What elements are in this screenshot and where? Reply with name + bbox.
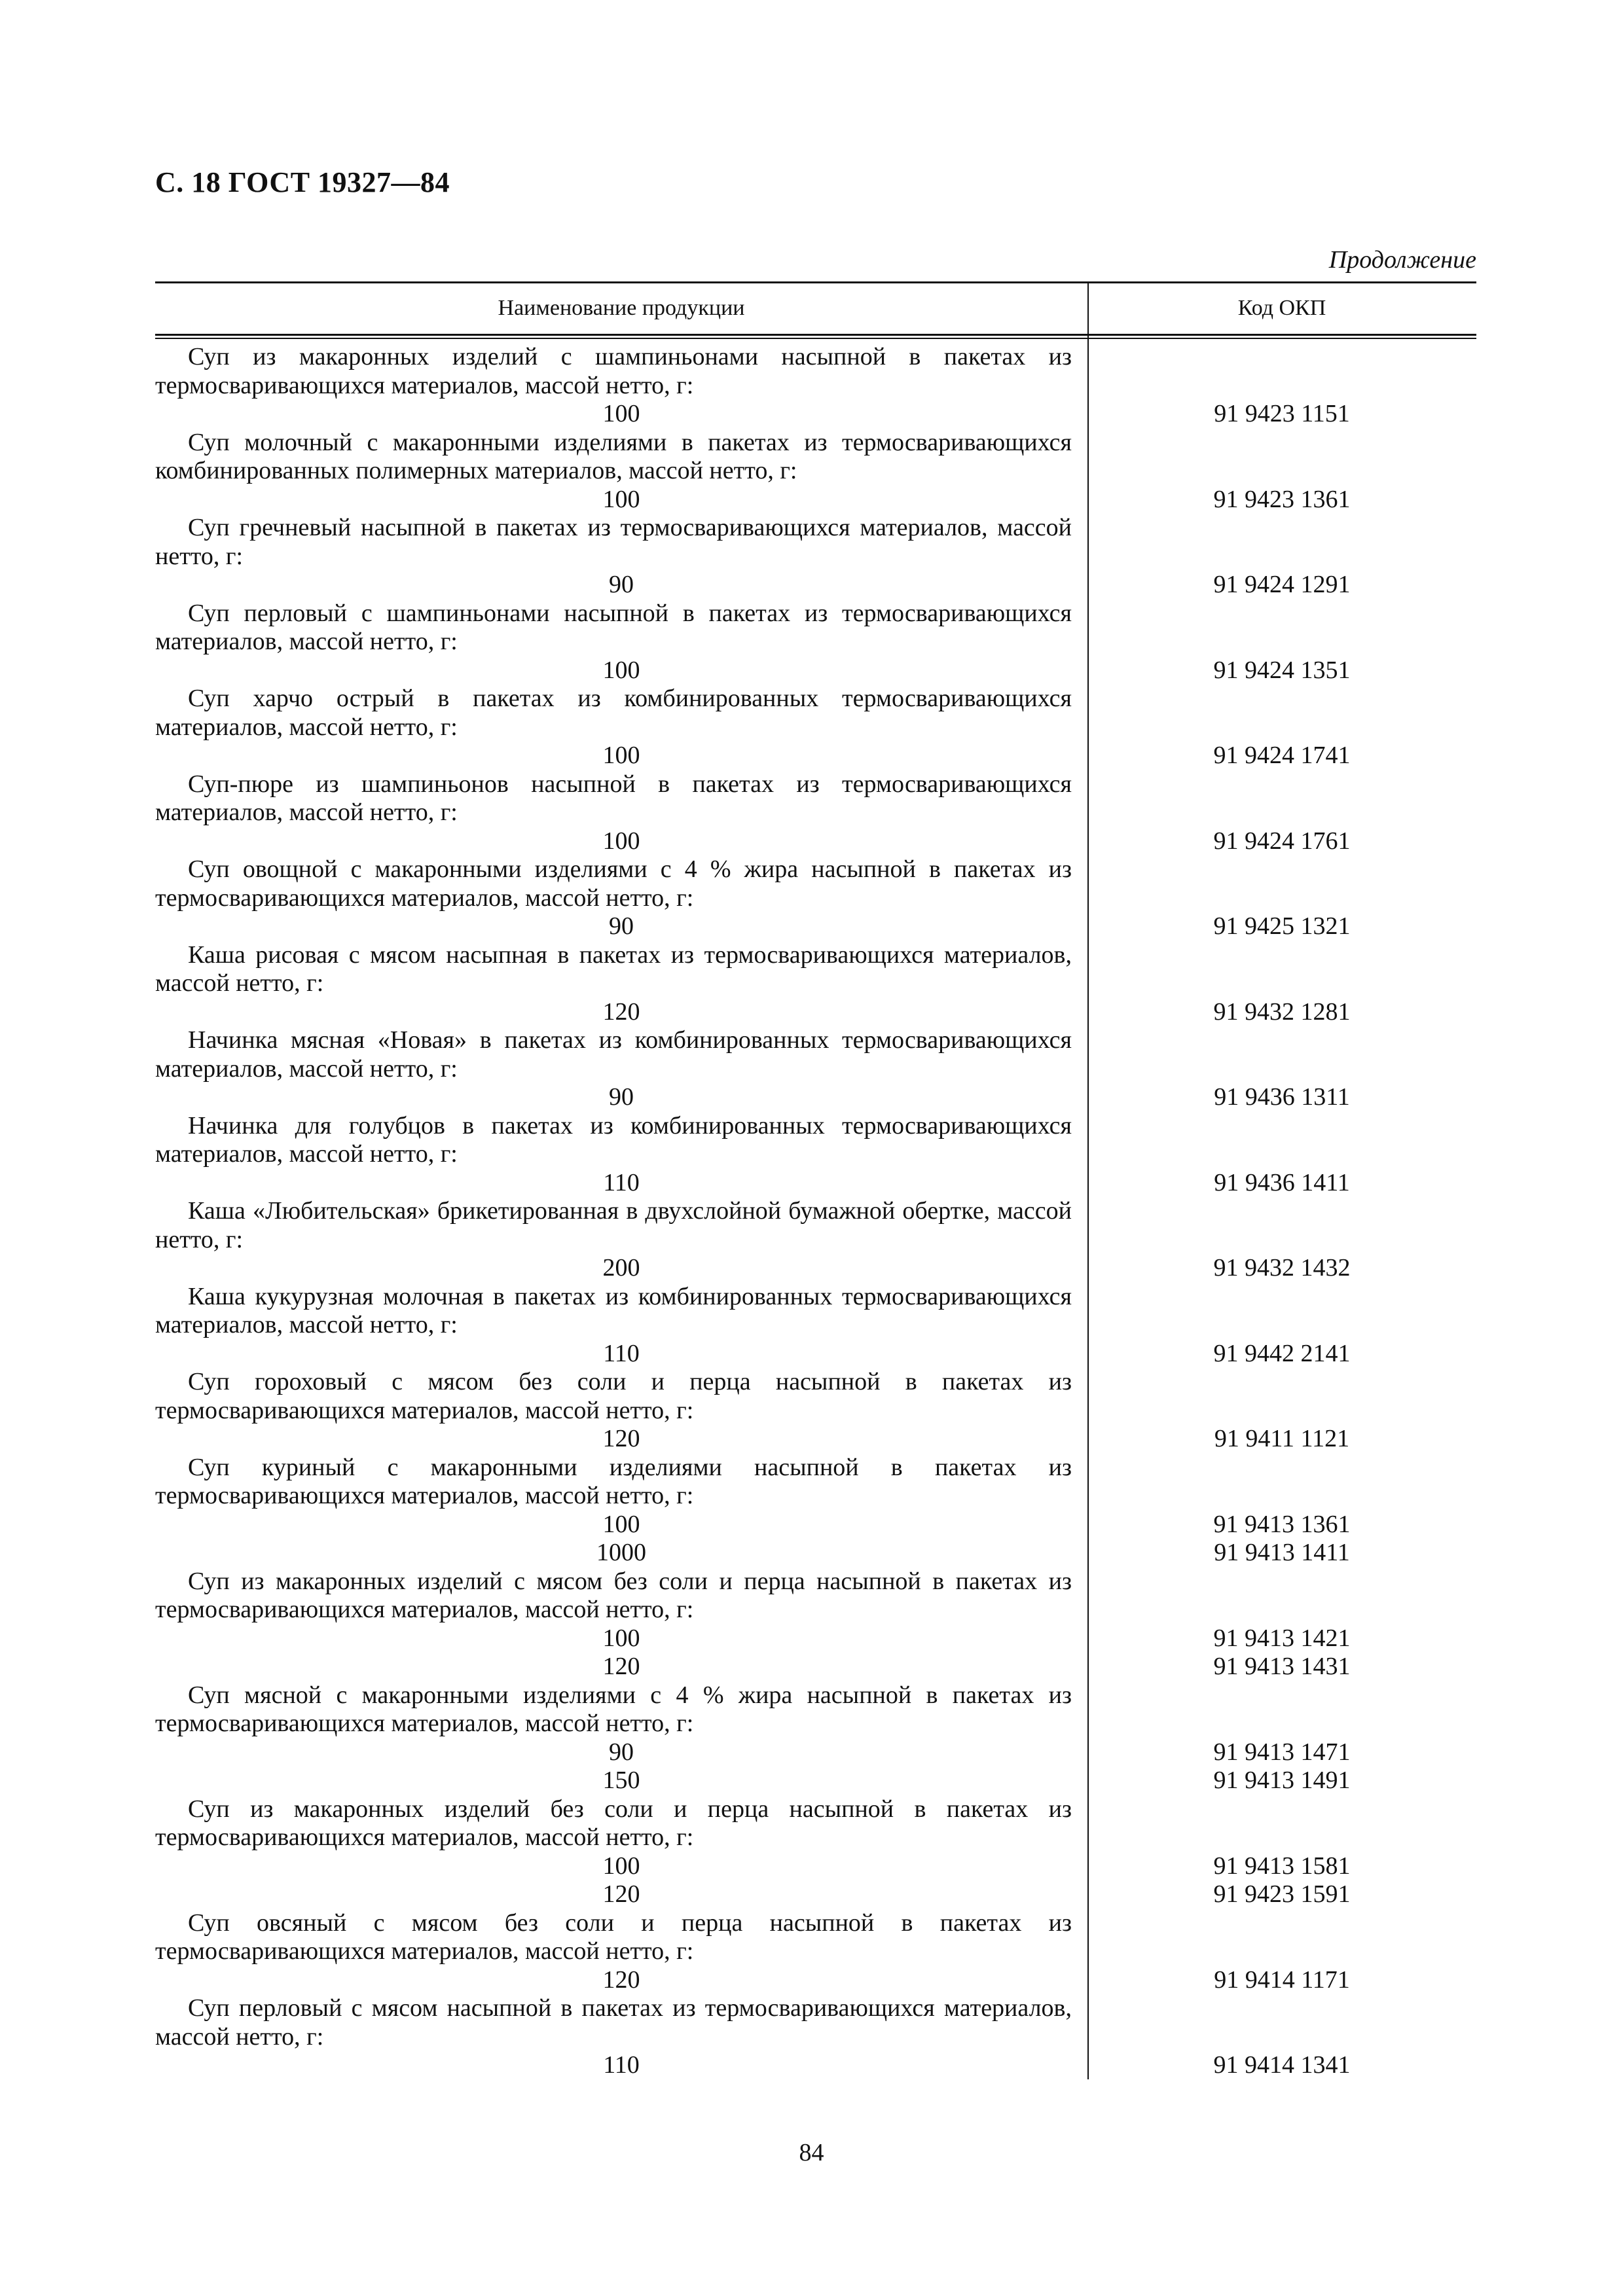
mass-code-line (155, 1624, 1476, 1653)
net-mass-value: 100 (602, 742, 640, 769)
mass-code-line (155, 998, 1476, 1027)
product-description: Каша рисовая с мясом насыпная в пакетах из термосваривающихся материалов, массой нетто, г: (155, 941, 1072, 997)
mass-code-line (155, 571, 1476, 600)
okp-code: 91 9413 1491 (1213, 1767, 1351, 1794)
continuation-label: Продолжение (1328, 246, 1476, 274)
table-row (155, 1026, 1476, 1112)
mass-code-line (155, 1511, 1476, 1539)
product-description: Суп гороховый с мясом без соли и перца насыпной в пакетах из термосваривающихся материалов, массой нетто, г: (155, 1368, 1072, 1424)
net-mass-value: 120 (602, 1425, 640, 1452)
mass-code-line (155, 1653, 1476, 1681)
header-rule-double (155, 338, 1476, 339)
okp-code: 91 9423 1591 (1213, 1880, 1351, 1908)
okp-code: 91 9424 1291 (1213, 571, 1351, 598)
net-mass-value: 120 (602, 1653, 640, 1680)
table-row (155, 1795, 1476, 1909)
page-number: 84 (799, 2139, 824, 2166)
okp-code: 91 9413 1581 (1213, 1852, 1351, 1880)
okp-code: 91 9424 1741 (1213, 742, 1351, 769)
table-row (155, 600, 1476, 685)
product-description: Суп харчо острый в пакетах из комбинированных термосваривающихся материалов, массой нетто, г: (155, 685, 1072, 741)
product-description: Суп из макаронных изделий с шампиньонами насыпной в пакетах из термосваривающихся материалов, массой нетто, г: (155, 343, 1072, 399)
product-description: Суп-пюре из шампиньонов насыпной в пакетах из термосваривающихся материалов, массой нетто, г: (155, 770, 1072, 826)
mass-code-line (155, 400, 1476, 429)
mass-code-line (155, 1254, 1476, 1283)
table-row (155, 1681, 1476, 1795)
okp-code: 91 9413 1411 (1214, 1539, 1350, 1566)
page-header: С. 18 ГОСТ 19327—84 (155, 166, 450, 198)
product-description: Суп куриный с макаронными изделиями насыпной в пакетах из термосваривающихся материалов, массой нетто, г: (155, 1453, 1072, 1509)
product-description: Суп перловый с шампиньонами насыпной в пакетах из термосваривающихся материалов, массой нетто, г: (155, 599, 1072, 655)
okp-code: 91 9413 1421 (1213, 1624, 1351, 1652)
product-description: Суп молочный с макаронными изделиями в пакетах из термосваривающихся комбинированных полимерных материалов, массой нетто, г: (155, 428, 1072, 484)
table-row (155, 1568, 1476, 1681)
header-rule (155, 334, 1476, 336)
table-row (155, 1454, 1476, 1568)
table-row (155, 685, 1476, 770)
okp-code: 91 9432 1432 (1213, 1254, 1351, 1282)
mass-code-line (155, 1880, 1476, 1909)
product-description: Суп из макаронных изделий с мясом без соли и перца насыпной в пакетах из термосваривающихся материалов, массой нетто, г: (155, 1567, 1072, 1623)
okp-code: 91 9424 1761 (1213, 827, 1351, 855)
product-description: Начинка мясная «Новая» в пакетах из комбинированных термосваривающихся материалов, массой нетто, г: (155, 1026, 1072, 1083)
product-code-table (155, 281, 1476, 2079)
table-row (155, 429, 1476, 514)
product-description: Суп мясной с макаронными изделиями с 4 % жира насыпной в пакетах из термосваривающихся материалов, массой нетто, г: (155, 1681, 1072, 1737)
product-description: Суп овсяный с мясом без соли и перца насыпной в пакетах из термосваривающихся материалов, массой нетто, г: (155, 1909, 1072, 1965)
header-okp-code: Код ОКП (1237, 296, 1326, 320)
net-mass-value: 110 (603, 1168, 640, 1196)
okp-code: 91 9413 1431 (1213, 1653, 1351, 1680)
mass-code-line (155, 1738, 1476, 1767)
mass-code-line (155, 1852, 1476, 1881)
product-description: Начинка для голубцов в пакетах из комбинированных термосваривающихся материалов, массой нетто, г: (155, 1111, 1072, 1168)
net-mass-value: 110 (603, 1339, 640, 1367)
mass-code-line (155, 1340, 1476, 1369)
net-mass-value: 120 (602, 1880, 640, 1908)
okp-code: 91 9413 1361 (1213, 1510, 1351, 1538)
mass-code-line (155, 656, 1476, 685)
table-row (155, 941, 1476, 1027)
net-mass-value: 100 (602, 1852, 640, 1880)
table-row (155, 1197, 1476, 1283)
product-description: Суп гречневый насыпной в пакетах из термосваривающихся материалов, массой нетто, г: (155, 514, 1072, 570)
header-product-name: Наименование продукции (498, 296, 745, 320)
product-description: Каша «Любительская» брикетированная в двухслойной бумажной обертке, массой нетто, г: (155, 1197, 1072, 1253)
net-mass-value: 90 (609, 1738, 634, 1766)
net-mass-value: 100 (602, 656, 640, 684)
okp-code: 91 9436 1411 (1214, 1168, 1350, 1196)
mass-code-line (155, 1425, 1476, 1454)
okp-code: 91 9436 1311 (1214, 1083, 1350, 1111)
mass-code-line (155, 1767, 1476, 1795)
net-mass-value: 90 (609, 571, 634, 598)
table-row (155, 514, 1476, 600)
net-mass-value: 1000 (596, 1539, 646, 1566)
okp-code: 91 9442 2141 (1213, 1339, 1351, 1367)
net-mass-value: 150 (602, 1767, 640, 1794)
net-mass-value: 110 (603, 2051, 640, 2079)
table-row (155, 1283, 1476, 1369)
net-mass-value: 200 (602, 1254, 640, 1282)
net-mass-value: 120 (602, 997, 640, 1026)
okp-code: 91 9411 1121 (1214, 1425, 1350, 1452)
product-description: Суп из макаронных изделий без соли и перца насыпной в пакетах из термосваривающихся материалов, массой нетто, г: (155, 1795, 1072, 1851)
net-mass-value: 90 (609, 912, 634, 940)
okp-code: 91 9413 1471 (1213, 1738, 1351, 1766)
mass-code-line (155, 1083, 1476, 1112)
net-mass-value: 100 (602, 1624, 640, 1652)
okp-code: 91 9432 1281 (1213, 997, 1351, 1026)
net-mass-value: 90 (609, 1083, 634, 1111)
product-description: Каша кукурузная молочная в пакетах из комбинированных термосваривающихся материалов, массой нетто, г: (155, 1282, 1072, 1338)
table-row (155, 1112, 1476, 1198)
mass-code-line (155, 2051, 1476, 2080)
okp-code: 91 9423 1361 (1213, 485, 1351, 513)
mass-code-line (155, 1966, 1476, 1995)
net-mass-value: 100 (602, 827, 640, 855)
table-row (155, 1994, 1476, 2080)
table-header (155, 281, 1476, 334)
net-mass-value: 100 (602, 485, 640, 513)
okp-code: 91 9414 1171 (1214, 1965, 1350, 1994)
mass-code-line (155, 827, 1476, 856)
net-mass-value: 100 (602, 1510, 640, 1538)
table-row (155, 770, 1476, 856)
mass-code-line (155, 1539, 1476, 1568)
okp-code: 91 9423 1151 (1214, 400, 1350, 427)
table-row (155, 343, 1476, 429)
net-mass-value: 120 (602, 1965, 640, 1994)
okp-code: 91 9425 1321 (1213, 912, 1351, 940)
mass-code-line (155, 912, 1476, 941)
table-row (155, 855, 1476, 941)
okp-code: 91 9414 1341 (1213, 2051, 1351, 2079)
table-body (155, 343, 1476, 2080)
okp-code: 91 9424 1351 (1213, 656, 1351, 684)
mass-code-line (155, 486, 1476, 514)
mass-code-line (155, 742, 1476, 770)
product-description: Суп перловый с мясом насыпной в пакетах из термосваривающихся материалов, массой нетто, г: (155, 1994, 1072, 2051)
net-mass-value: 100 (602, 400, 640, 427)
product-description: Суп овощной с макаронными изделиями с 4 % жира насыпной в пакетах из термосваривающихся материалов, массой нетто, г: (155, 855, 1072, 912)
table-row (155, 1909, 1476, 1995)
mass-code-line (155, 1169, 1476, 1198)
table-row (155, 1368, 1476, 1454)
